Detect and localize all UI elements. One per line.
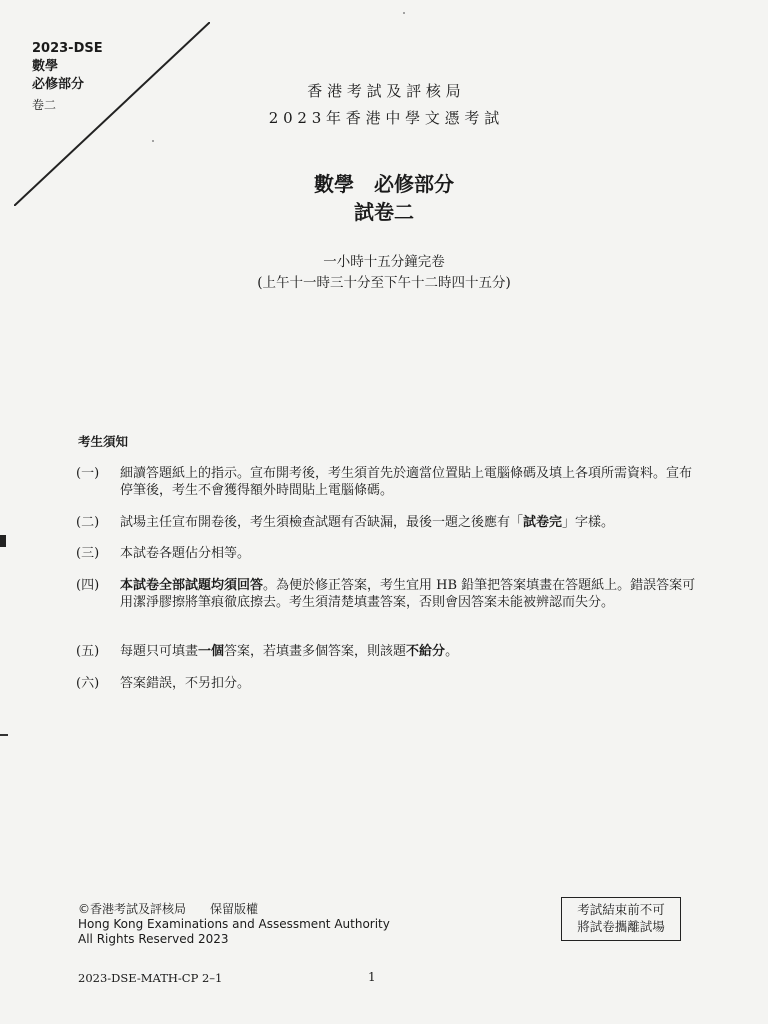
instruction-number: (三) xyxy=(76,546,100,561)
exam-time: (上午十一時三十分至下午十二時四十五分) xyxy=(257,275,511,291)
instruction-text: 本試卷全部試題均須回答。為便於修正答案，考生宜用 HB 鉛筆把答案填畫在答題紙上。錯誤答案可用潔淨膠擦將筆痕徹底擦去。考生須清楚填畫答案，否則會因答案未能被辨認而失分。 xyxy=(120,578,696,610)
instruction-number: (四) xyxy=(76,578,100,593)
corner-year: 2023-DSE xyxy=(32,41,103,56)
authority-english: Hong Kong Examinations and Assessment Authority xyxy=(78,917,390,931)
instruction-number: (五) xyxy=(76,644,100,659)
scan-speck xyxy=(403,12,405,14)
exam-notice-box xyxy=(561,897,681,941)
instruction-text: 每題只可填畫一個答案，若填畫多個答案，則該題不給分。 xyxy=(120,644,459,659)
rights-reserved: All Rights Reserved 2023 xyxy=(78,932,229,946)
paper-title: 試卷二 xyxy=(354,200,414,224)
instruction-emphasis: 一個 xyxy=(198,644,225,659)
instruction-text: 試場主任宣布開卷後，考生須檢查試題有否缺漏，最後一題之後應有「試卷完」字樣。 xyxy=(120,515,615,530)
instruction-item xyxy=(76,545,696,562)
corner-subject: 數學 xyxy=(32,59,59,74)
authority-name: 香 港 考 試 及 評 核 局 xyxy=(307,82,461,100)
instruction-item xyxy=(76,577,696,611)
instruction-item xyxy=(76,514,696,531)
paper-code: 2023-DSE-MATH-CP 2–1 xyxy=(78,971,223,985)
instruction-text: 細讀答題紙上的指示。宣布開考後，考生須首先於適當位置貼上電腦條碼及填上各項所需資料。宣布停筆後，考生不會獲得額外時間貼上電腦條碼。 xyxy=(120,466,693,498)
exam-name: 2 0 2 3 年 香 港 中 學 文 憑 考 試 xyxy=(268,109,500,127)
copyright-block xyxy=(78,902,390,947)
scan-mark xyxy=(0,535,6,547)
notice-line: 將試卷攜離試場 xyxy=(577,919,665,934)
exam-duration: 一小時十五分鐘完卷 xyxy=(323,254,445,270)
instruction-text: 本試卷各題佔分相等。 xyxy=(120,546,251,561)
instruction-emphasis: 本試卷全部試題均須回答 xyxy=(120,578,264,593)
instruction-number: (一) xyxy=(76,466,100,481)
copyright-line: ©香港考試及評核局 保留版權 xyxy=(78,902,259,916)
scan-speck xyxy=(152,140,154,142)
subject-title: 數學 必修部分 xyxy=(314,172,454,196)
scan-mark xyxy=(0,734,8,736)
corner-part: 必修部分 xyxy=(32,77,85,92)
instruction-item xyxy=(76,643,696,660)
instruction-item xyxy=(76,675,696,692)
page-number: 1 xyxy=(368,970,376,984)
instruction-number: (六) xyxy=(76,676,100,691)
instruction-text: 答案錯誤，不另扣分。 xyxy=(120,676,251,691)
instruction-number: (二) xyxy=(76,515,100,530)
notice-line: 考試結束前不可 xyxy=(577,902,665,917)
corner-paper: 卷二 xyxy=(32,98,57,112)
instruction-emphasis: 不給分 xyxy=(406,644,446,659)
instruction-emphasis: 試卷完 xyxy=(523,515,563,530)
instruction-item xyxy=(76,465,696,499)
instructions-heading: 考生須知 xyxy=(78,434,129,449)
